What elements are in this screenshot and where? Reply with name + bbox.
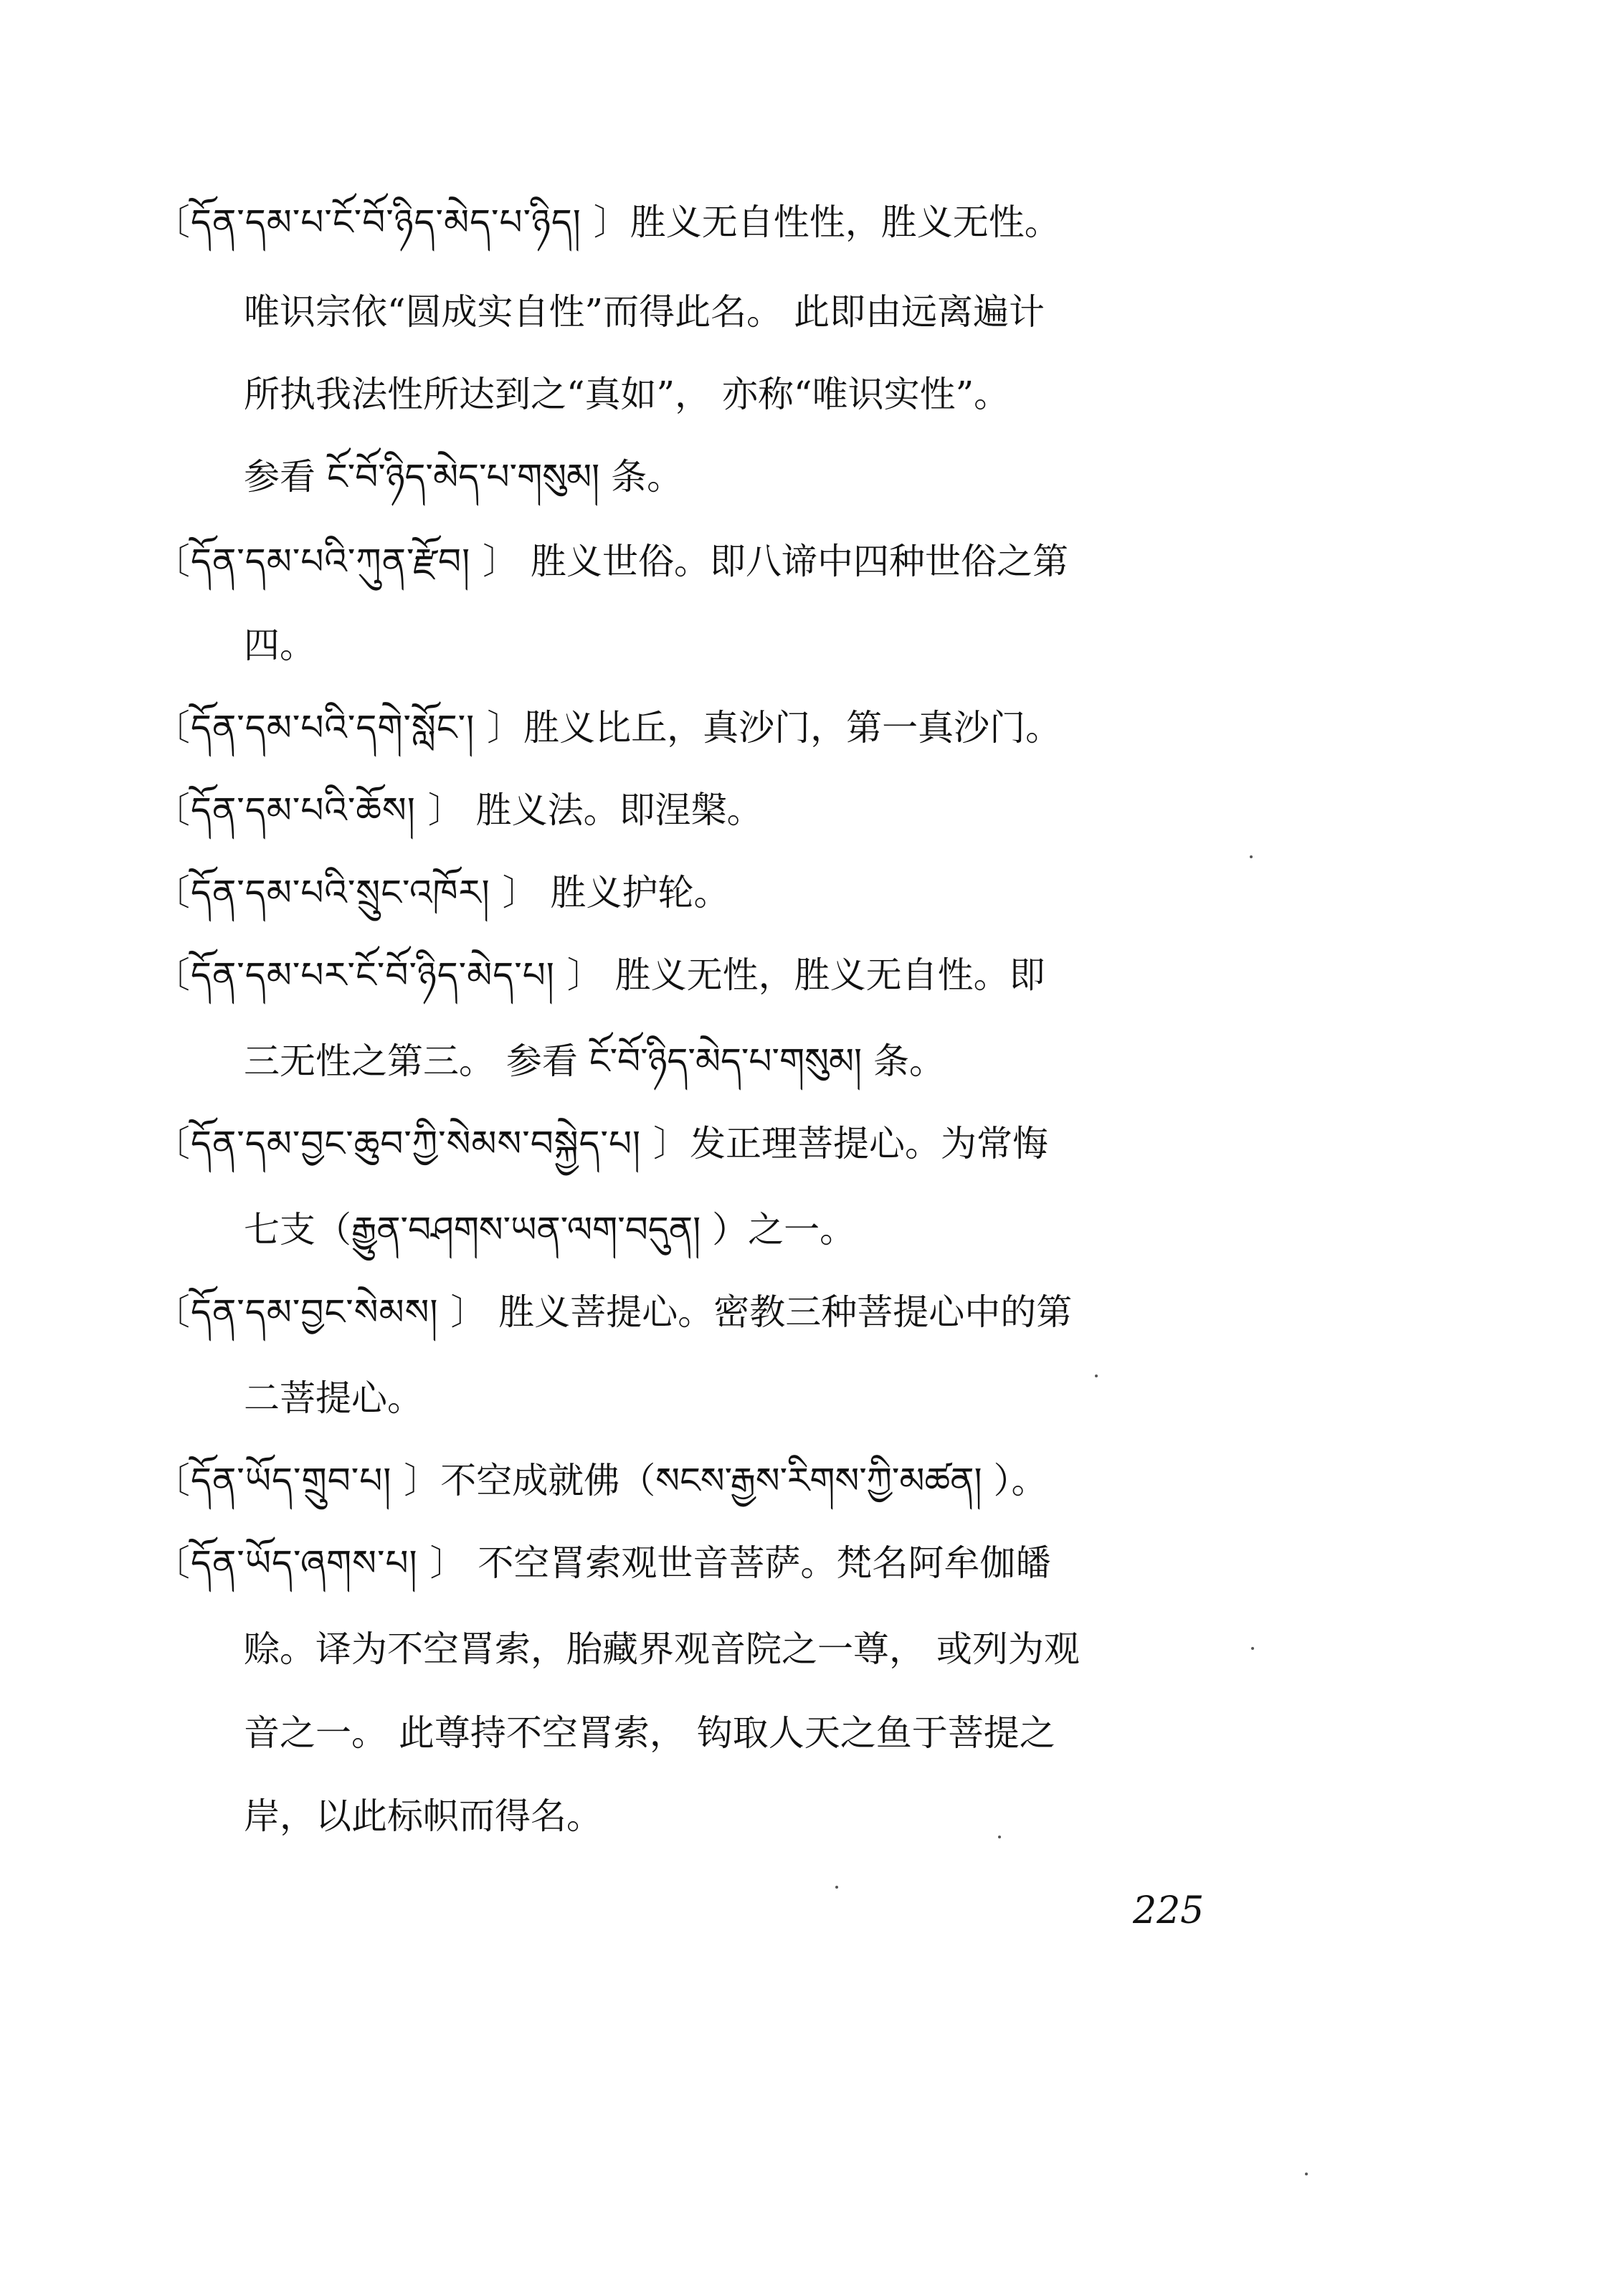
entry-definition: 胜义无自性性，胜义无性。 <box>630 201 1060 243</box>
entry-continuation: 所执我法性所达到之“真如”， 亦称“唯识实性”。 <box>244 374 1010 415</box>
entry-line <box>154 1291 1073 1333</box>
entry-definition: 胜义法。即涅槃。 <box>464 789 763 831</box>
entry-line <box>154 707 1062 749</box>
scan-speck <box>1305 2173 1308 2175</box>
entry-continuation: 唯识宗依“圆成实自性”而得此名。 此即由远离遍计 <box>244 291 1045 333</box>
entry-definition: 不空成就佛（སངས་རྒྱས་རིགས་ཀྱི་མཚན། ）。 <box>440 1460 1048 1501</box>
entry-term: 〔དོན་ཡོད་གྲུབ་པ། 〕 <box>154 1460 441 1501</box>
page-number: 225 <box>1133 1889 1205 1932</box>
entry-line <box>154 789 763 831</box>
scan-speck <box>1250 855 1253 858</box>
entry-continuation: 二菩提心。 <box>244 1377 423 1419</box>
entry-term: 〔དོན་དམ་པའི་དགེ་སློང་། 〕 <box>154 707 524 749</box>
entry-continuation: 三无性之第三。 参看 ངོ་བོ་ཉིད་མེད་པ་གསུམ། 条。 <box>244 1040 946 1082</box>
entry-definition: 胜义世俗。即八谛中四种世俗之第 <box>519 541 1068 582</box>
entry-line <box>154 201 1060 243</box>
entry-definition: 胜义比丘，真沙门，第一真沙门。 <box>523 707 1062 749</box>
entry-line <box>154 1123 1048 1164</box>
entry-term: 〔དོན་དམ་པར་ངོ་བོ་ཉིད་མེད་པ། 〕 <box>154 954 604 996</box>
entry-term: 〔དོན་དམ་པའི་སྲུང་འཁོར། 〕 <box>154 872 539 913</box>
entry-definition: 胜义菩提心。密教三种菩提心中的第 <box>487 1291 1073 1333</box>
entry-continuation: 赊。译为不空罥索，胎藏界观音院之一尊， 或列为观 <box>244 1628 1080 1670</box>
entry-continuation: 岸，以此标帜而得名。 <box>244 1795 602 1837</box>
scan-speck <box>835 1886 838 1889</box>
entry-line <box>154 1542 1052 1584</box>
entry-line <box>154 541 1068 582</box>
scan-speck <box>1251 1647 1254 1650</box>
entry-term: 〔དོན་དམ་པའི་ཆོས། 〕 <box>154 789 465 831</box>
entry-term: 〔དོན་དམ་བྱང་ཆུབ་ཀྱི་སེམས་བསྐྱེད་པ། 〕 <box>154 1123 690 1164</box>
entry-term: 〔དོན་དམ་པའི་ཀུན་རྫོབ། 〕 <box>154 541 520 582</box>
entry-line <box>154 1460 1048 1501</box>
entry-term: 〔དོན་དམ་བྱང་སེམས། 〕 <box>154 1291 488 1333</box>
entry-continuation: 参看 ངོ་བོ་ཉིད་མེད་པ་གསུམ། 条。 <box>244 456 683 498</box>
entry-definition: 胜义无性，胜义无自性。即 <box>603 954 1045 996</box>
entry-definition: 胜义护轮。 <box>538 872 730 913</box>
entry-term: 〔དོན་དམ་པ་ངོ་བོ་ཉིད་མེད་པ་ཉིད། 〕 <box>154 201 630 243</box>
entry-continuation: 音之一。 此尊持不空罥索， 钩取人天之鱼于菩提之 <box>244 1712 1055 1754</box>
entry-continuation: 四。 <box>244 625 315 666</box>
entry-definition: 不空罥索观世音菩萨。梵名阿牟伽皤 <box>466 1542 1052 1584</box>
entry-continuation: 七支（རྒྱུན་བཤགས་ཡན་ལག་བདུན། ）之一。 <box>244 1209 856 1250</box>
entry-line <box>154 954 1045 996</box>
scan-speck <box>1095 1375 1098 1377</box>
entry-definition: 发正理菩提心。为常悔 <box>690 1123 1048 1164</box>
scan-speck <box>998 1836 1001 1838</box>
entry-line <box>154 872 730 913</box>
entry-term: 〔དོན་ཡོད་ཞགས་པ། 〕 <box>154 1542 467 1584</box>
